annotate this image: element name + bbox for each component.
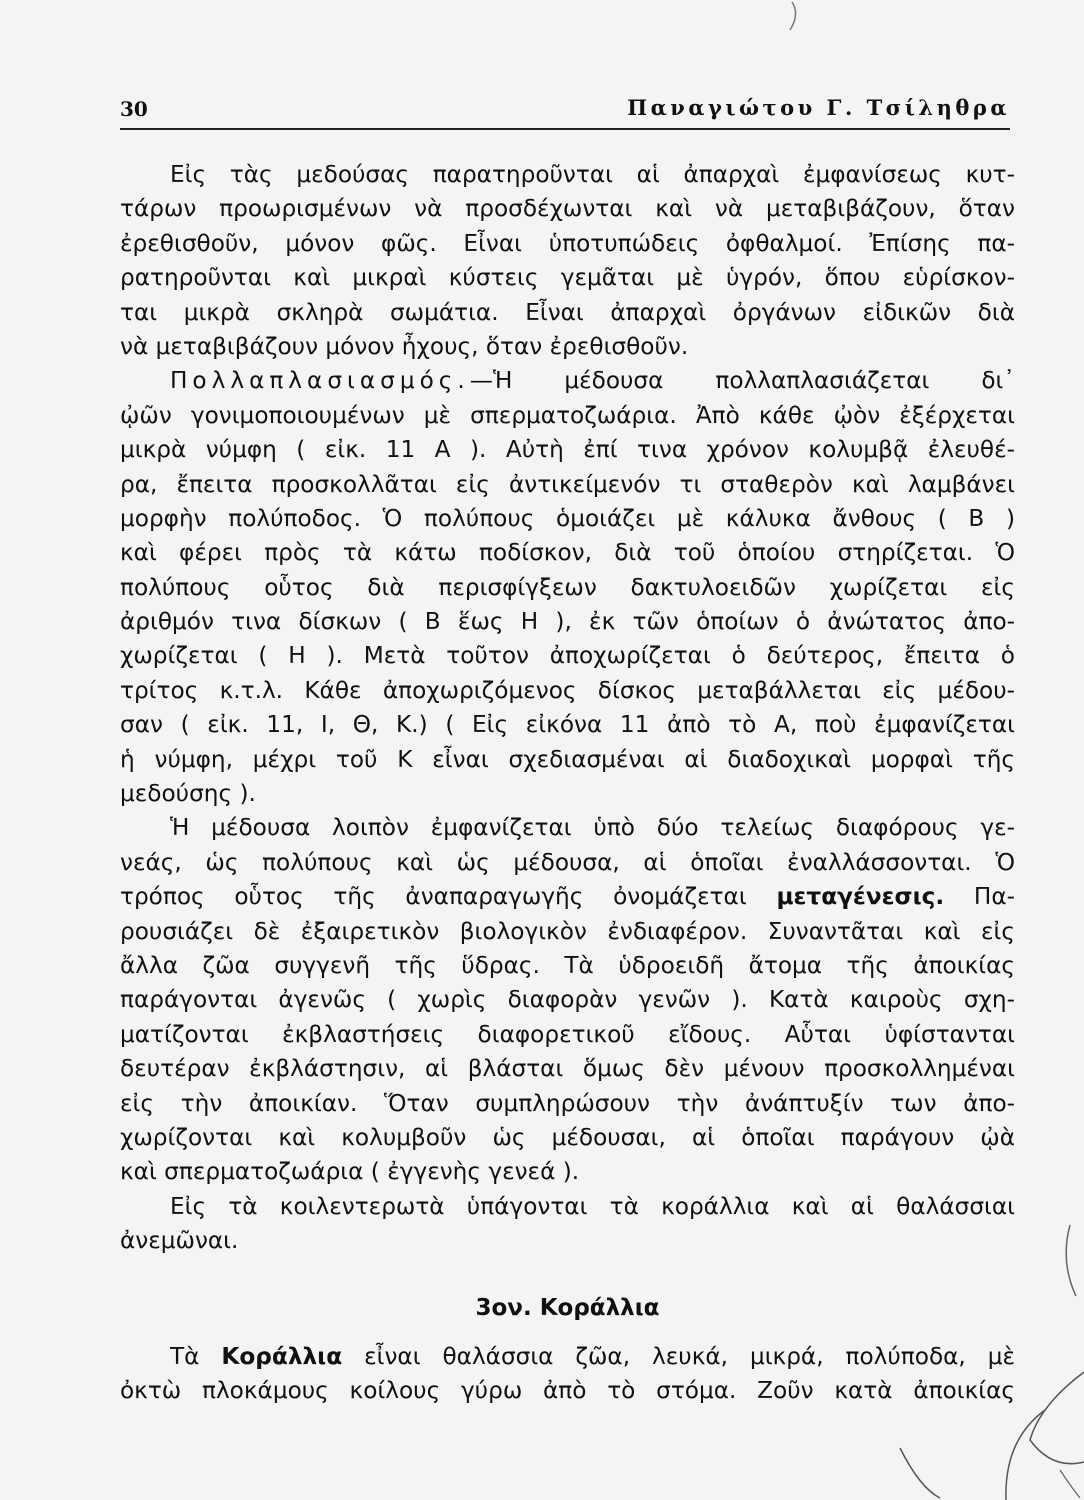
text-line: καὶ φέρει πρὸς τὰ κάτω ποδίσκον, διὰ τοῦ ὁποίου στηρίζεται. Ὁ (120, 539, 1015, 567)
text-line: ματίζονται ἐκβλαστήσεις διαφορετικοῦ εἴδους. Αὗται ὑφίστανται (120, 1020, 1015, 1048)
text-line: Εἰς τὰ κοιλεντερωτὰ ὑπάγονται τὰ κοράλλια καὶ αἱ θαλάσσιαι (170, 1192, 1015, 1220)
text-line: δευτέραν ἐκβλάστησιν, αἱ βλάσται ὅμως δὲν μένουν προσκολλημέναι (120, 1055, 1015, 1083)
text-line: χωρίζονται καὶ κολυμβοῦν ὡς μέδουσαι, αἱ ὁποῖαι παράγουν ᾠὰ (120, 1123, 1015, 1151)
text-span: —Ἡ μέδουσα πολλαπλασιάζεται δι᾽ (469, 367, 1015, 395)
body-text (120, 158, 1015, 1408)
text-line: ἀνεμῶναι. (120, 1227, 239, 1255)
text-line (120, 1340, 1015, 1374)
text-line: καὶ σπερματοζωάρια ( ἐγγενὴς γενεά ). (120, 1158, 580, 1186)
text-span: τρόπος οὗτος τῆς ἀναπαραγωγῆς ὀνομάζεται (120, 883, 747, 911)
text-line: ρα, ἔπειτα προσκολλᾶται εἰς ἀντικείμενόν τι σταθερὸν καὶ λαμβάνει (120, 470, 1015, 498)
text-line (120, 880, 1015, 914)
bold-term: μεταγένεσις. (776, 883, 945, 911)
text-line: πολύπους οὗτος διὰ περισφίγξεων δακτυλοειδῶν χωρίζεται εἰς (120, 573, 1015, 601)
text-span: εἶναι θαλάσσια ζῶα, λευκά, μικρά, πολύποδα, μὲ (364, 1342, 1015, 1370)
text-line: νὰ μεταβιβάζουν μόνον ἦχους, ὅταν ἐρεθισθοῦν. (120, 332, 689, 360)
text-span: Τὰ (170, 1342, 200, 1370)
text-line: ἄλλα ζῶα συγγενῆ τῆς ὕδρας. Τὰ ὑδροειδῆ ἄτομα τῆς ἀποικίας (120, 951, 1015, 979)
section-gap (120, 1326, 1015, 1340)
text-line: μεδούσης ). (120, 780, 256, 808)
header-rule (120, 128, 1010, 130)
text-line: τάρων προωρισμένων νὰ προσδέχωνται καὶ νὰ μεταβιβάζουν, ὅταν (120, 195, 1015, 223)
text-line: μικρὰ νύμφη ( εἰκ. 11 Α ). Αὐτὴ ἐπί τινα χρόνον κολυμβᾷ ἐλευθέ- (120, 436, 1015, 464)
section-title: 3ον. Κοράλλια (475, 1294, 660, 1321)
text-line: εἰς τὴν ἀποικίαν. Ὅταν συμπληρώσουν τὴν ἀνάπτυξίν των ἀπο- (120, 1089, 1015, 1117)
text-line: ἐρεθισθοῦν, μόνον φῶς. Εἶναι ὑποτυπώδεις ὀφθαλμοί. Ἐπίσης πα- (120, 229, 1015, 257)
spaced-term: Πολλαπλασιασμός. (170, 367, 470, 395)
running-head: Παναγιώτου Γ. Τσίληθρα (627, 95, 1010, 120)
text-line: μορφὴν πολύποδος. Ὁ πολύπους ὁμοιάζει μὲ κάλυκα ἄνθους ( Β ) (120, 504, 1015, 532)
text-line: Εἰς τὰς μεδούσας παρατηροῦνται αἱ ἀπαρχαὶ ἐμφανίσεως κυτ- (170, 161, 1015, 188)
text-line: ὀκτὼ πλοκάμους κοίλους γύρω ἀπὸ τὸ στόμα. Ζοῦν κατὰ ἀποικίας (120, 1376, 1015, 1404)
text-line: ᾠῶν γονιμοποιουμένων μὲ σπερματοζωάρια. Ἀπὸ κάθε ᾠὸν ἐξέρχεται (120, 401, 1015, 429)
page-number: 30 (120, 97, 148, 121)
text-line: ρουσιάζει δὲ ἐξαιρετικὸν βιολογικὸν ἐνδιαφέρον. Συναντᾶται καὶ εἰς (120, 917, 1015, 945)
text-line: ται μικρὰ σκληρὰ σωμάτια. Εἶναι ἀπαρχαὶ ὀργάνων εἰδικῶν διὰ (120, 298, 1015, 326)
text-line: ἀριθμόν τινα δίσκων ( Β ἕως Η ), ἐκ τῶν ὁποίων ὁ ἀνώτατος ἀπο- (120, 608, 1015, 636)
text-span: Πα- (973, 883, 1015, 911)
bold-term: Κοράλλια (221, 1342, 343, 1370)
text-line: σαν ( εἰκ. 11, Ι, Θ, Κ.) ( Εἰς εἰκόνα 11 ἀπὸ τὸ Α, ποὺ ἐμφανίζεται (120, 711, 1015, 739)
text-line (120, 364, 1015, 398)
text-line: Ἡ μέδουσα λοιπὸν ἐμφανίζεται ὑπὸ δύο τελείως διαφόρους γε- (170, 814, 1015, 842)
text-line: παράγονται ἀγενῶς ( χωρὶς διαφορὰν γενῶν ). Κατὰ καιροὺς σχη- (120, 986, 1015, 1014)
section-gap (120, 1259, 1015, 1290)
text-line: ρατηροῦνται καὶ μικραὶ κύστεις γεμᾶται μὲ ὑγρόν, ὅπου εὑρίσκον- (120, 264, 1015, 292)
text-line: νεάς, ὡς πολύπους καὶ ὡς μέδουσα, αἱ ὁποῖαι ἐναλλάσσονται. Ὁ (120, 848, 1015, 876)
text-line: χωρίζεται ( Η ). Μετὰ τοῦτον ἀποχωρίζεται ὁ δεύτερος, ἔπειτα ὁ (120, 642, 1015, 670)
text-line: ἡ νύμφη, μέχρι τοῦ Κ εἶναι σχεδιασμέναι αἱ διαδοχικαὶ μορφαὶ τῆς (120, 745, 1015, 773)
page-header (120, 95, 1010, 127)
text-line: τρίτος κ.τ.λ. Κάθε ἀποχωριζόμενος δίσκος μεταβάλλεται εἰς μέδου- (120, 676, 1015, 704)
